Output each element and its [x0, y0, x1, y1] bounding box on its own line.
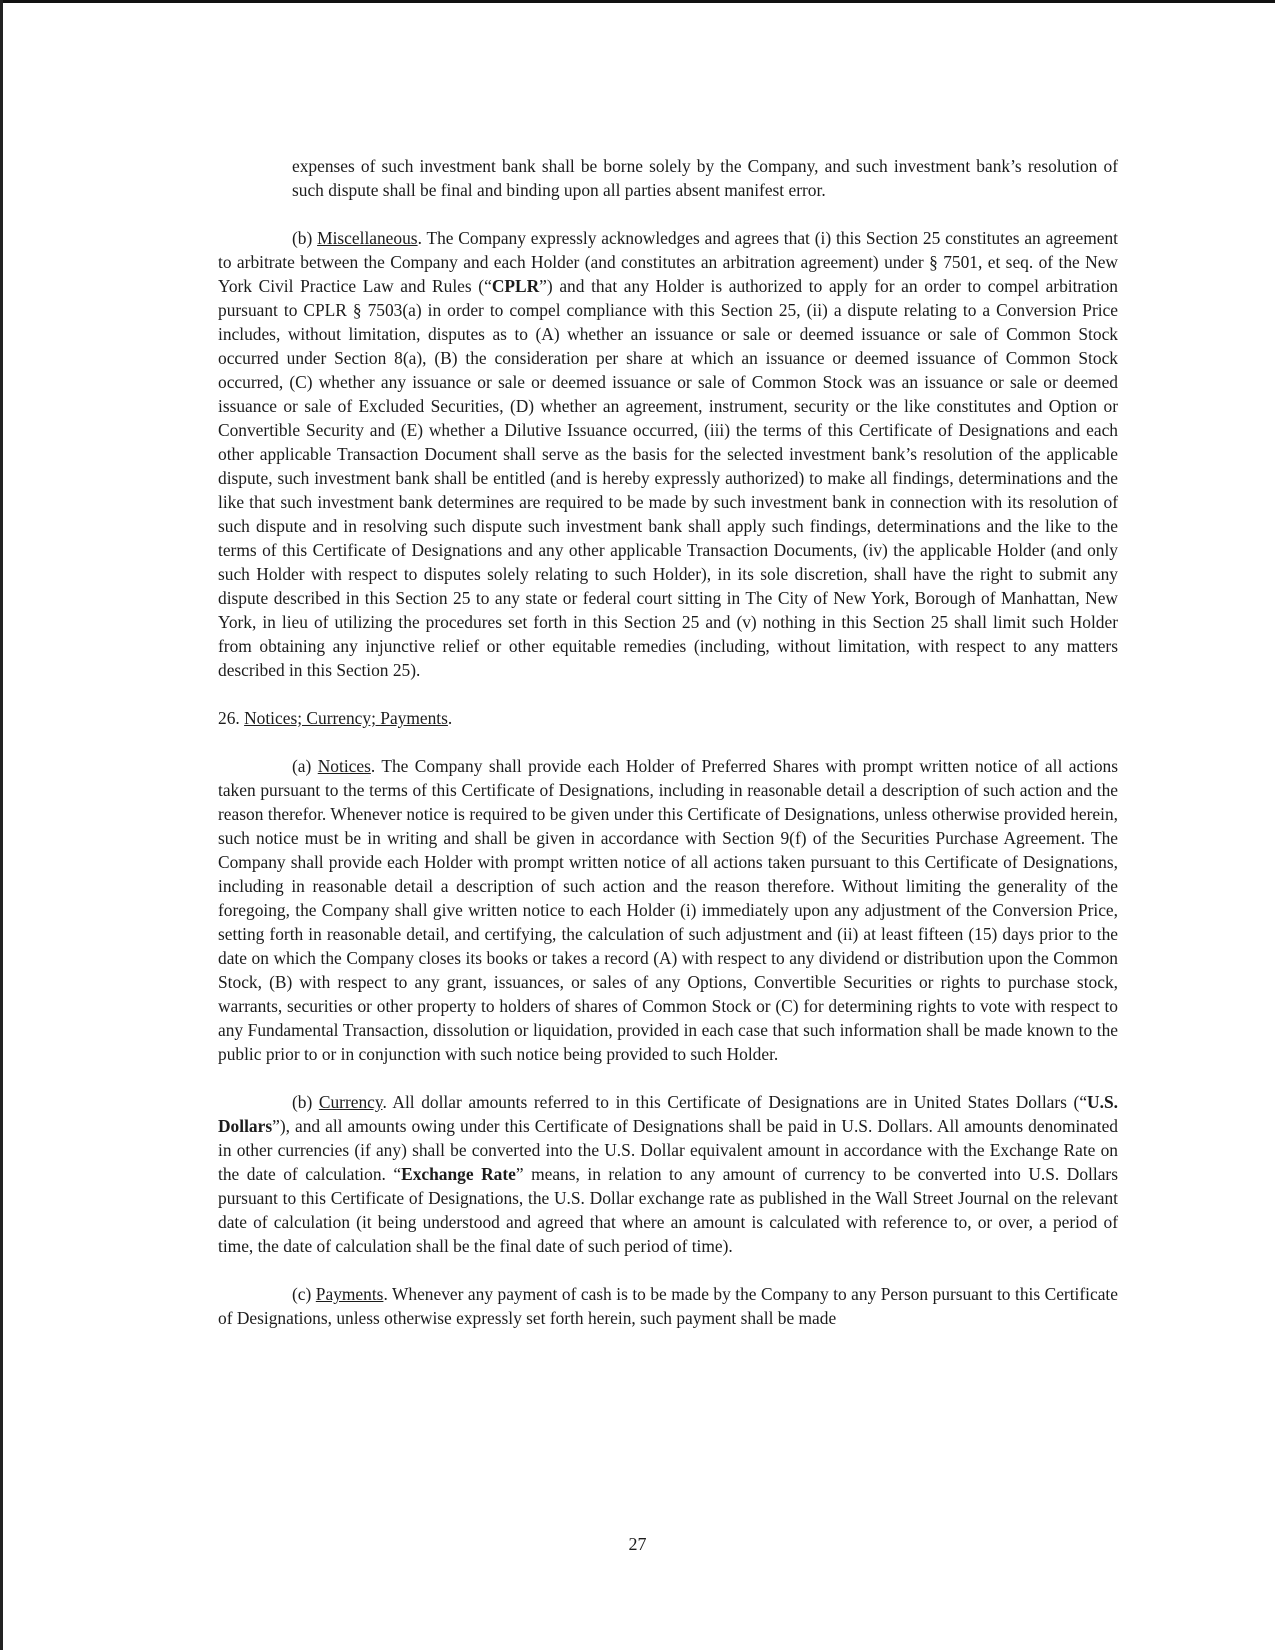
- clause-label: (c): [292, 1284, 316, 1304]
- clause-text: . The Company shall provide each Holder of Preferred Shares with prompt written notice of all actions taken pursuant to the terms of this Certificate of Designations, including in reasonable detail a description of such action and the reason therefor. Whenever notice is required to be given under this Certificate of Designations, unless otherwise provided herein, such notice must be in writing and shall be given in accordance with Section 9(f) of the Securities Purchase Agreement. The Company shall provide each Holder with prompt written notice of all actions taken pursuant to this Certificate of Designations, including in reasonable detail a description of such action and the reason therefore. Without limiting the generality of the foregoing, the Company shall give written notice to each Holder (i) immediately upon any adjustment of the Conversion Price, setting forth in reasonable detail, and certifying, the calculation of such adjustment and (ii) at least fifteen (15) days prior to the date on which the Company closes its books or takes a record (A) with respect to any dividend or distribution upon the Common Stock, (B) with respect to any grant, issuances, or sales of any Options, Convertible Securities or rights to purchase stock, warrants, securities or other property to holders of shares of Common Stock or (C) for determining rights to vote with respect to any Fundamental Transaction, dissolution or liquidation, provided in each case that such information shall be made known to the public prior to or in conjunction with such notice being provided to such Holder.: [218, 756, 1118, 1064]
- paragraph-currency: [218, 1090, 1118, 1258]
- clause-text: . The Company expressly acknowledges and agrees that (i) this Section 25 constitutes an agreement to arbitrate between the Company and each Holder (and constitutes an arbitration agreement) under § 7501, et seq. of the New York Civil Practice Law and Rules (“: [218, 228, 1118, 296]
- clause-label: (b): [292, 1092, 319, 1112]
- clause-text: ”), and all amounts owing under this Certificate of Designations shall be paid in U.S. Dollars. All amounts denominated in other currencies (if any) shall be converted into the U.S. Dollar equivalent amount in accordance with the Exchange Rate on the date of calculation. “: [218, 1116, 1118, 1184]
- clause-title: Miscellaneous: [317, 228, 418, 248]
- section-title: Notices; Currency; Payments: [244, 708, 448, 728]
- paragraph-payments: [218, 1282, 1118, 1330]
- clause-label: (a): [292, 756, 318, 776]
- clause-text: ” means, in relation to any amount of currency to be converted into U.S. Dollars pursuant to this Certificate of Designations, the U.S. Dollar exchange rate as published in the Wall Street Journal on the relevant date of calculation (it being understood and agreed that where an amount is calculated with reference to, or over, a period of time, the date of calculation shall be the final date of such period of time).: [218, 1164, 1118, 1256]
- section-number: 26.: [218, 708, 245, 728]
- section-title-end: .: [447, 708, 453, 728]
- section-heading: [218, 706, 1118, 730]
- clause-title: Notices: [317, 756, 371, 776]
- continued-paragraph: expenses of such investment bank shall be borne solely by the Company, and such investment bank’s resolution of such dispute shall be final and binding upon all parties absent manifest error.: [292, 156, 1118, 200]
- clause-title: Currency: [318, 1092, 383, 1112]
- defined-term: CPLR: [491, 276, 540, 296]
- page-number: 27: [628, 1534, 647, 1554]
- page-body: [218, 154, 1118, 1330]
- paragraph-miscellaneous: [218, 226, 1118, 682]
- clause-label: (b): [292, 228, 318, 248]
- clause-text: . All dollar amounts referred to in this Certificate of Designations are in United States Dollars (“: [382, 1092, 1088, 1112]
- clause-text: ”) and that any Holder is authorized to apply for an order to compel arbitration pursuant to CPLR § 7503(a) in order to compel compliance with this Section 25, (ii) a dispute relating to a Conversion Price includes, without limitation, disputes as to (A) whether an issuance or sale or deemed issuance or sale of Common Stock occurred under Section 8(a), (B) the consideration per share at which an issuance or deemed issuance of Common Stock occurred, (C) whether any issuance or sale or deemed issuance or sale of Common Stock was an issuance or sale or deemed issuance or sale of Excluded Securities, (D) whether an agreement, instrument, security or the like constitutes and Option or Convertible Security and (E) whether a Dilutive Issuance occurred, (iii) the terms of this Certificate of Designations and each other applicable Transaction Document shall serve as the basis for the selected investment bank’s resolution of the applicable dispute, such investment bank shall be entitled (and is hereby expressly authorized) to make all findings, determinations and the like that such investment bank determines are required to be made by such investment bank in connection with its resolution of such dispute and in resolving such dispute such investment bank shall apply such findings, determinations and the like to the terms of this Certificate of Designations and any other applicable Transaction Documents, (iv) the applicable Holder (and only such Holder with respect to disputes solely relating to such Holder), in its sole discretion, shall have the right to submit any dispute described in this Section 25 to any state or federal court sitting in The City of New York, Borough of Manhattan, New York, in lieu of utilizing the procedures set forth in this Section 25 and (v) nothing in this Section 25 shall limit such Holder from obtaining any injunctive relief or other equitable remedies (including, without limitation, with respect to any matters described in this Section 25).: [218, 276, 1118, 680]
- defined-term: Exchange Rate: [401, 1164, 516, 1184]
- defined-term: U.S. Dollars: [218, 1092, 1118, 1136]
- clause-title: Payments: [315, 1284, 384, 1304]
- clause-text: . Whenever any payment of cash is to be made by the Company to any Person pursuant to this Certificate of Designations, unless otherwise expressly set forth herein, such payment shall be made: [218, 1284, 1118, 1328]
- paragraph-notices: [218, 754, 1118, 1066]
